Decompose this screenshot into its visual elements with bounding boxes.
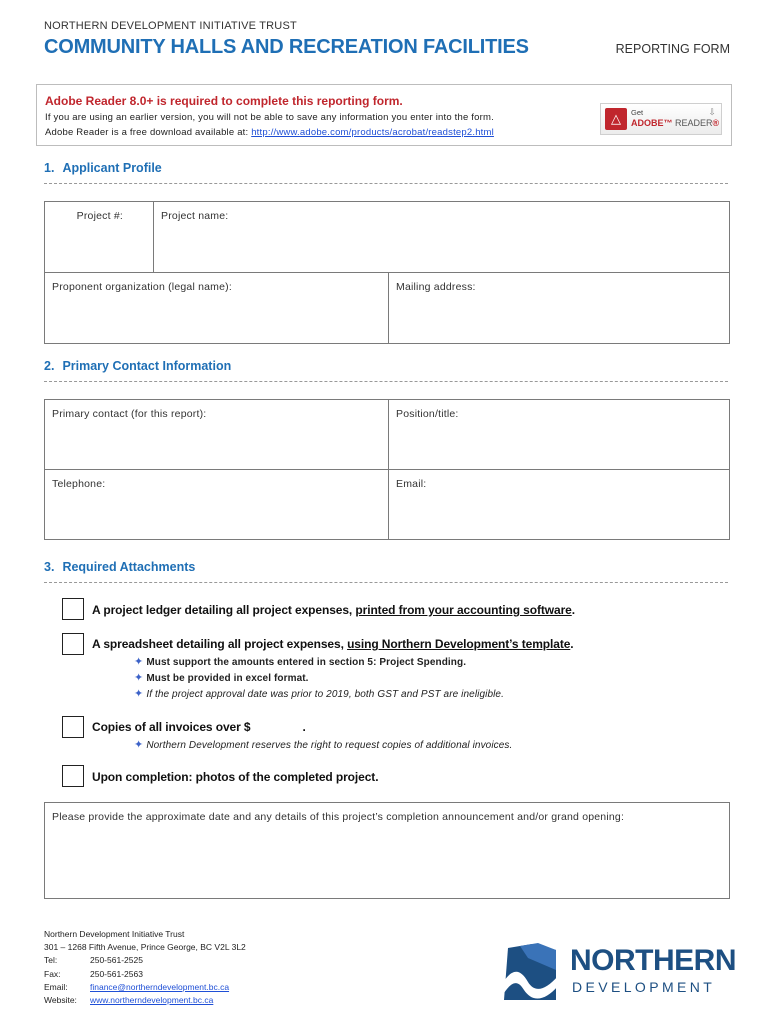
spreadsheet-text-prefix: A spreadsheet detailing all project expenses, [92,637,348,651]
get-reader-product: READER [675,118,713,128]
section-1-divider [44,183,728,184]
footer-fax-label: Fax: [44,968,61,979]
star-bullet-icon: ✦ [134,672,144,684]
northern-development-mark-icon [498,940,562,1004]
ledger-checkbox[interactable] [62,598,84,620]
logo-word-development: DEVELOPMENT [572,979,716,995]
spreadsheet-bullet-2-text: Must be provided in excel format. [146,673,309,684]
mailing-address-field[interactable] [388,272,730,344]
telephone-field[interactable] [44,469,389,540]
star-bullet-icon: ✦ [134,656,144,668]
get-reader-name: ADOBE™ READER® [631,118,720,128]
section-2-divider [44,381,728,382]
get-adobe-reader-button[interactable] [600,103,722,135]
invoices-attachment-text [92,720,306,734]
invoices-text-prefix: Copies of all invoices over $ [92,720,251,734]
invoices-text-suffix: . [302,720,306,734]
spreadsheet-checkbox[interactable] [62,633,84,655]
email-field[interactable] [388,469,730,540]
completion-details-field[interactable] [44,802,730,899]
footer-address: 301 – 1268 Fifth Avenue, Prince George, BC V2L 3L2 [44,942,246,953]
spreadsheet-bullet-1 [134,655,466,668]
ledger-attachment-text [92,603,575,617]
section-3-heading [44,560,195,574]
section-1-number: 1. [44,161,55,175]
section-1-heading [44,161,162,175]
northern-development-logo [498,938,738,1008]
section-3-number: 3. [44,560,55,574]
primary-contact-label: Primary contact (for this report): [52,408,207,420]
position-title-label: Position/title: [396,408,459,420]
spreadsheet-text-underlined: using Northern Development’s template [347,637,571,651]
form-type-label: REPORTING FORM [615,42,730,56]
invoices-bullet-1 [134,738,512,751]
star-bullet-icon: ✦ [134,739,144,751]
section-3-divider [44,582,728,583]
project-name-label: Project name: [161,210,229,222]
footer-contact-block [44,928,246,1007]
ledger-text-prefix: A project ledger detailing all project expenses, [92,603,356,617]
spreadsheet-bullet-1-text: Must support the amounts entered in section 5: Project Spending. [146,657,467,668]
footer-fax: 250-561-2563 [90,968,143,979]
adobe-notice-line1: If you are using an earlier version, you will not be able to save any information you enter into the form. [45,112,494,123]
photos-checkbox[interactable] [62,765,84,787]
footer-website-link[interactable]: www.northerndevelopment.bc.ca [90,995,214,1006]
section-2-title: Primary Contact Information [62,359,232,373]
proponent-organization-field[interactable] [44,272,389,344]
section-2-heading [44,359,231,373]
telephone-label: Telephone: [52,478,106,490]
page-title: COMMUNITY HALLS AND RECREATION FACILITIES [44,36,529,58]
spreadsheet-bullet-3-text: If the project approval date was prior to 2019, both GST and PST are ineligible. [146,689,504,700]
invoices-checkbox[interactable] [62,716,84,738]
footer-email-label: Email: [44,981,68,992]
position-title-field[interactable] [388,399,730,470]
adobe-notice-box [36,84,732,146]
adobe-notice-line2-text: Adobe Reader is a free download available at: [45,127,252,138]
ledger-text-suffix: . [571,603,575,617]
adobe-notice-heading: Adobe Reader 8.0+ is required to complete this reporting form. [45,94,403,108]
spreadsheet-bullet-2 [134,671,309,684]
ledger-text-underlined: printed from your accounting software [355,603,572,617]
photos-attachment-text: Upon completion: photos of the completed project. [92,770,379,784]
spreadsheet-attachment-text [92,637,574,651]
spreadsheet-bullet-3 [134,687,504,700]
download-arrow-icon: ⇩ [708,107,716,117]
section-2-number: 2. [44,359,55,373]
footer-email-link[interactable]: finance@northerndevelopment.bc.ca [90,981,230,992]
project-number-field[interactable] [44,201,154,273]
footer-website-label: Website: [44,995,77,1006]
star-bullet-icon: ✦ [134,688,144,700]
primary-contact-field[interactable] [44,399,389,470]
footer-tel-label: Tel: [44,955,58,966]
proponent-organization-label: Proponent organization (legal name): [52,281,232,293]
adobe-download-link[interactable]: http://www.adobe.com/products/acrobat/readstep2.html [251,127,494,138]
org-name: NORTHERN DEVELOPMENT INITIATIVE TRUST [44,20,297,32]
adobe-pdf-icon: △ [605,108,627,130]
section-3-title: Required Attachments [62,560,196,574]
spreadsheet-text-suffix: . [570,637,574,651]
section-1-title: Applicant Profile [62,161,162,175]
completion-details-label: Please provide the approximate date and any details of this project’s completion announcement and/or grand opening: [52,811,625,823]
logo-word-northern: NORTHERN [570,944,736,977]
mailing-address-label: Mailing address: [396,281,476,293]
footer-tel: 250-561-2525 [90,955,143,966]
project-number-label: Project #: [76,210,123,222]
adobe-notice-line2 [45,127,494,138]
project-name-field[interactable] [153,201,730,273]
invoices-bullet-1-text: Northern Development reserves the right to request copies of additional invoices. [146,740,513,751]
get-reader-brand: ADOBE [631,118,664,128]
get-reader-get-text: Get [631,108,644,117]
footer-org: Northern Development Initiative Trust [44,929,185,939]
email-label: Email: [396,478,427,490]
